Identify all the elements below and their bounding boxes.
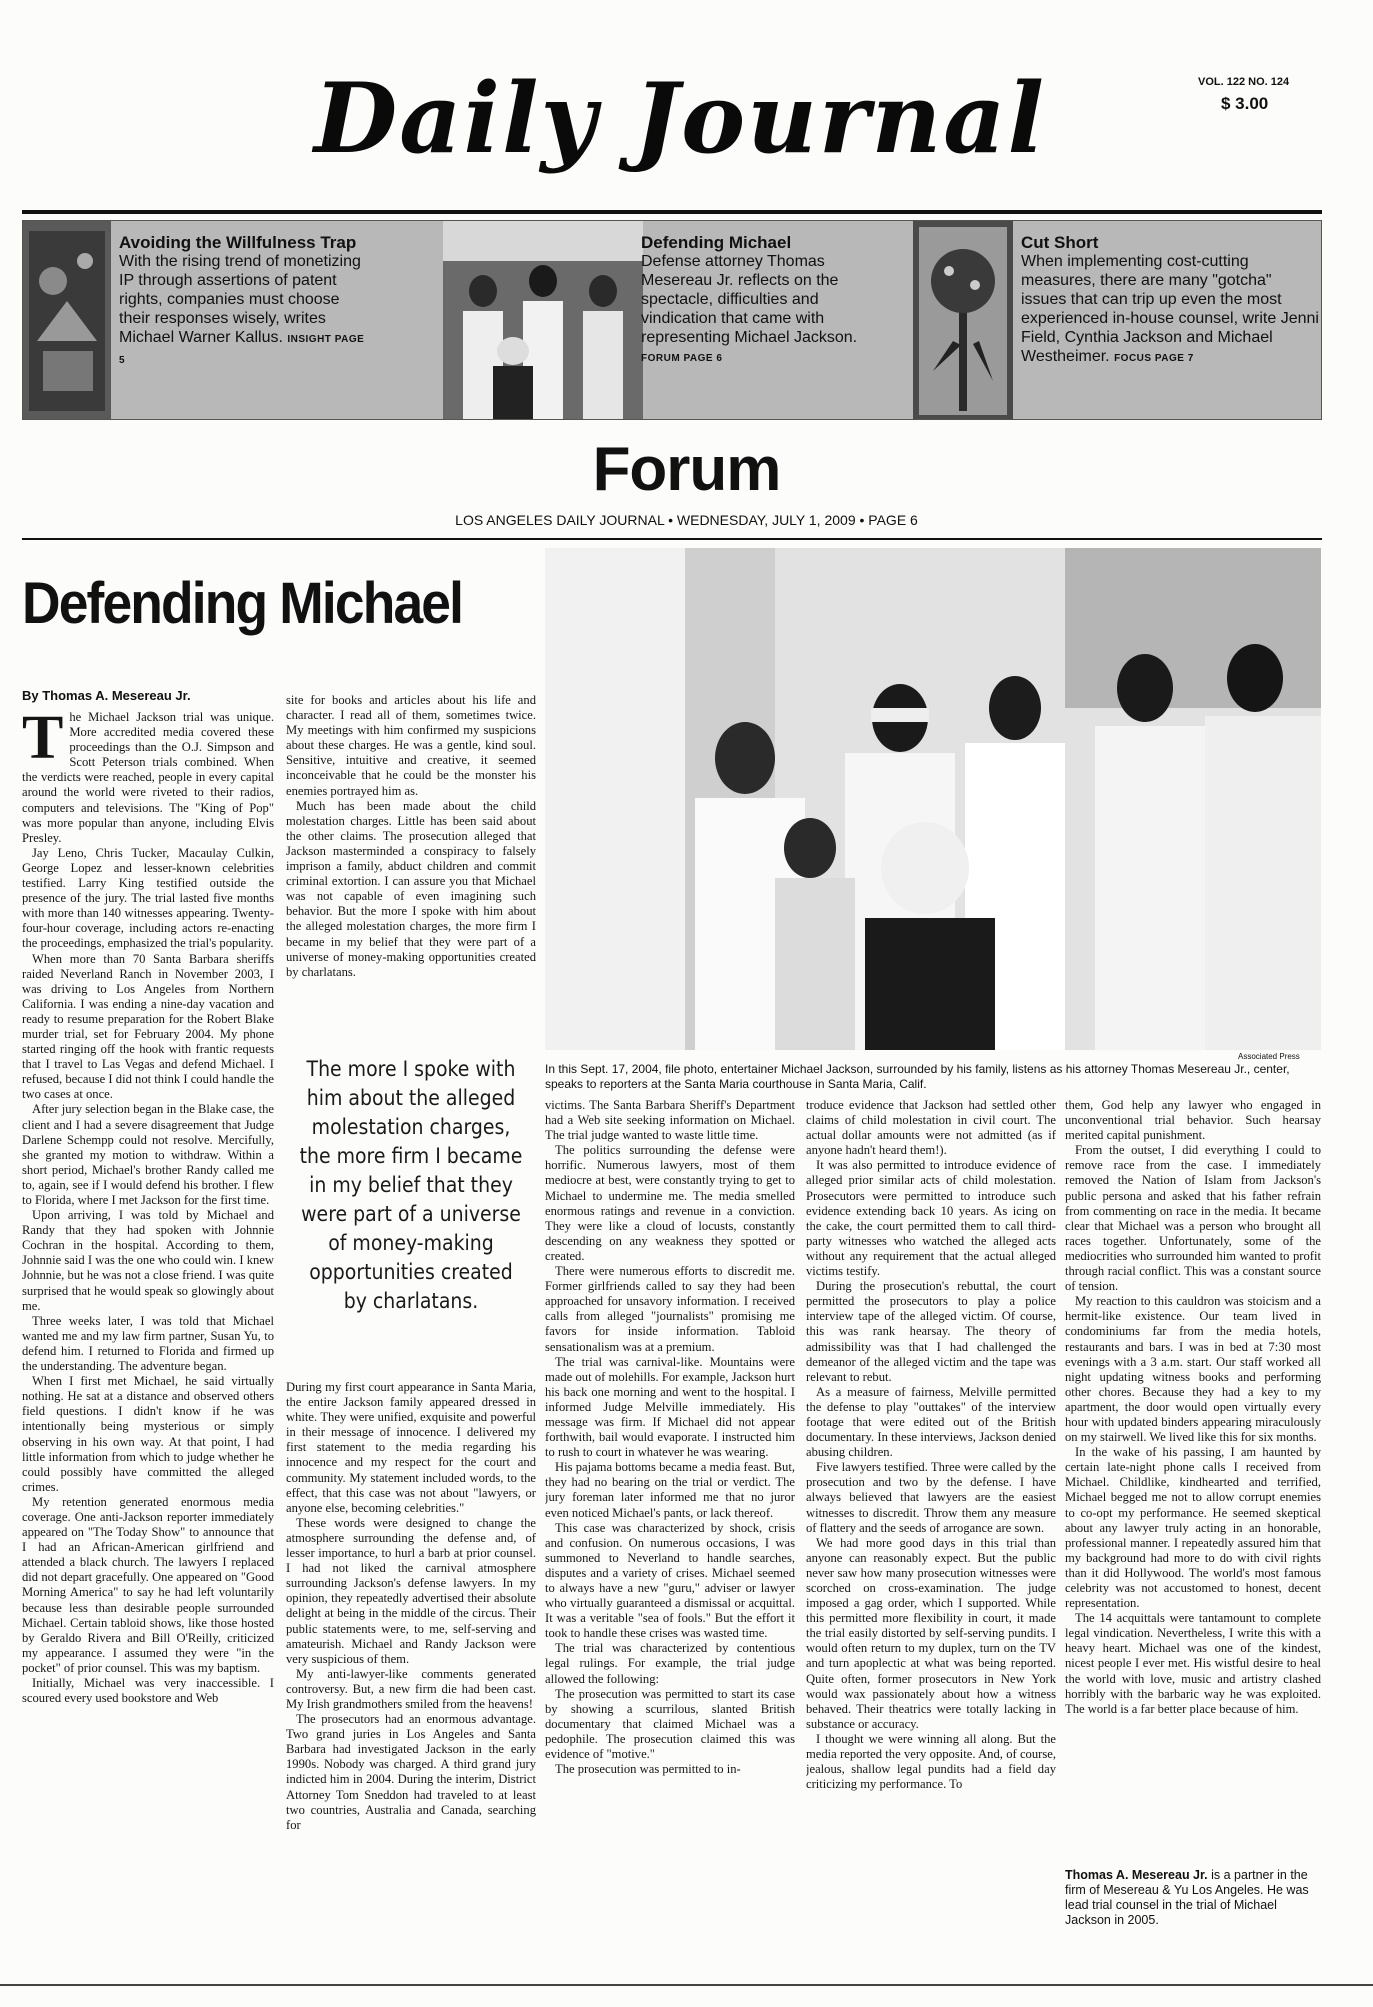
paragraph: After jury selection began in the Blake case, the client and I had a severe disagreement that Judge Darlene Schempp could not resolve. Mercifully, she granted my motion to withdraw. Within a short period, Michael's brother Randy called me to, again, see if I would defend his brother. I flew to Florida, where I met Jackson for the first time.: [22, 1102, 274, 1207]
paragraph: Initially, Michael was very inaccessible. I scoured every used bookstore and Web: [22, 1676, 274, 1706]
paragraph: The trial was characterized by contentious legal rulings. For example, the trial judge allowed the following:: [545, 1641, 795, 1686]
paragraph: My reaction to this cauldron was stoicism and a hermit-like existence. Our team lived in condominiums far from the media hotels, restaurants and bars. I was in bed at 7:30 most evenings with a 3 a.m. start. Our staff worked all night updating witness books and performing other chores. Because they had a key to my apartment, the door would open virtually every hour with updated binders appearing miraculously on my stairwell. We lived like this for six months.: [1065, 1294, 1321, 1445]
pull-quote: The more I spoke with him about the alleged molestation charges, the more firm I became in my belief that they were part of a universe of money-making opportunities created by charlatans.: [299, 1057, 523, 1313]
paragraph: The prosecution was permitted to in-: [555, 1762, 741, 1777]
article-column-5: [1065, 1098, 1321, 1860]
teaser-3[interactable]: [1021, 233, 1321, 368]
paragraph: This case was characterized by shock, crisis and confusion. On numerous occasions, I was summoned to Neverland to handle searches, disputes and a variety of crises. Michael seemed to always have a new "guru," adviser or lawyer who virtually guaranteed a dismissal or acquittal. It was a veritable "sea of fools." But the effort it took to handle these crises was wasted time.: [545, 1520, 795, 1641]
paragraph: Jay Leno, Chris Tucker, Macaulay Culkin, George Lopez and lesser-known celebrities testified. Larry King testified outside the presence of the jury. The trial lasted five months with more than 140 witnesses appearing. Twenty-four-hour coverage, including actors re-enacting the proceedings, emphasized the trial's popularity.: [22, 845, 274, 951]
article-headline: Defending Michael: [22, 571, 463, 636]
paragraph: Three weeks later, I was told that Michael wanted me and my law firm partner, Susan Yu, to defend him. I returned to Florida and firmed up the understanding. The adventure began.: [22, 1313, 274, 1374]
price: $ 3.00: [1221, 94, 1269, 113]
paragraph: During the prosecution's rebuttal, the court permitted the prosecutors to play a police interview tape of the alleged victim. Of course, this was rank hearsay. The theory of admissibility was that I had challenged the demeanor of the alleged victim and the tape was relevant to rebut.: [806, 1279, 1056, 1384]
paragraph: The prosecutors had an enormous advantage. Two grand juries in Los Angeles and Santa Barbara had investigated Jackson in the early 1990s. Nobody was charged. A third grand jury indicted him in 2004. During the interim, District Attorney Tom Sneddon had traveled to at least two countries, Australia and Canada, searching for: [286, 1712, 536, 1832]
teaser-heading: Avoiding the Willfulness Trap: [119, 233, 357, 252]
author-bio: [1065, 1868, 1321, 1928]
paragraph: My anti-lawyer-like comments generated controversy. But, a new firm die had been cast. My Irish grandmothers smiled from the heavens!: [286, 1666, 536, 1711]
drop-cap: T: [22, 710, 64, 772]
paragraph: The prosecution was permitted to start its case by showing a scurrilous, slanted British documentary that claimed Michael was a pedophile. The prosecution claimed this was evidence of "motive.": [545, 1686, 795, 1762]
section-rule: [22, 538, 1322, 540]
paragraph: From the outset, I did everything I could to remove race from the case. I immediately removed the Nation of Islam from Jackson's public persona and asked that his father refrain from commenting on race in the media. It became clear that Michael was a person who brought all races together. Unfortunately, some of the mediocrities who surrounded him wanted to profit through racial conflict. This was a constant source of tension.: [1065, 1143, 1321, 1294]
teaser-page-ref: FORUM PAGE 6: [641, 353, 723, 364]
paragraph: During my first court appearance in Santa Maria, the entire Jackson family appeared dressed in white. They were unified, exquisite and powerful in their message of innocence. I delivered my first statement to the media regarding his innocence and my respect for the court and community. My statement included words, to the effect, that this case was not about "lawyers, or anyone else, becoming celebrities.": [286, 1380, 536, 1515]
paragraph: Five lawyers testified. Three were called by the prosecution and two by the defense. I have always believed that lawyers are the easiest witnesses to discredit. Throw them any measure of flattery and the seeds of arrogance are sown.: [806, 1460, 1056, 1535]
section-title: Forum: [592, 435, 781, 504]
paragraph: site for books and articles about his life and character. I read all of them, sometimes twice. My meetings with him confirmed my suspicions about these charges. He was a gentle, kind soul. Sensitive, intuitive and creative, it seemed inconceivable that he could be the monster his enemies portrayed him as.: [286, 693, 536, 798]
teaser-page-ref: FOCUS PAGE 7: [1114, 353, 1194, 364]
paragraph: he Michael Jackson trial was unique. More accredited media covered these proceedings than the O.J. Simpson and Scott Peterson trials combined. When the verdicts were reached, people in every capital around the world were riveted to their radios, computers and televisions. The "King of Pop" was more popular than anyone, including Elvis Presley.: [22, 710, 274, 845]
teaser-photo-2: [443, 221, 643, 420]
paragraph: The trial was carnival-like. Mountains were made out of molehills. For example, Jackson hurt his back one morning and went to the hospital. I informed Judge Melville immediately. His message was firm. If Michael did not appear forthwith, bail would evaporate. I instructed him to rush to court in whatever he was wearing.: [545, 1354, 795, 1460]
paragraph: The politics surrounding the defense were horrific. Numerous lawyers, most of them mediocre at best, were constantly trying to get to Michael to undermine me. The media smelled enormous ratings and revenue in a conviction. They were like a cloud of locusts, constantly descending on any weakness they spotted or created.: [545, 1143, 795, 1263]
paragraph: them, God help any lawyer who engaged in unconventional trial behavior. Such hearsay merited capital punishment.: [1065, 1098, 1321, 1143]
photo-caption: In this Sept. 17, 2004, file photo, entertainer Michael Jackson, surrounded by his family, listens as his attorney Thomas Mesereau Jr., center, speaks to reporters at the Santa Maria courthouse in Santa Maria, Calif.: [545, 1062, 1290, 1091]
section-dateline: LOS ANGELES DAILY JOURNAL • WEDNESDAY, JULY 1, 2009 • PAGE 6: [455, 512, 918, 528]
paragraph: My retention generated enormous media coverage. One anti-Jackson reporter immediately appeared on "The Today Show" to announce that I had an African-American girlfriend and attended a black church. The lawyers I replaced did not depart gracefully. One appeared on "Good Morning America" to say he had left voluntarily because less than desirable people surrounded Michael. Certain tabloid shows, like those hosted by Geraldo Rivera and Bill O'Reilly, criticized my appearance. I assumed they were "in the pocket" of prior counsel. This was my baptism.: [22, 1494, 274, 1675]
paragraph: When more than 70 Santa Barbara sheriffs raided Neverland Ranch in November 2003, I was driving to Los Angeles from Northern California. I was ending a nine-day vacation and ready to resume preparation for the Robert Blake murder trial, set for February 2004. My phone started ringing off the hook with frantic requests that I travel to Las Vegas and defend Michael. I refused, because I did not think I could handle the two cases at once.: [22, 951, 274, 1102]
paragraph: His pajama bottoms became a media feast. But, they had no bearing on the trial or verdict. The jury foreman later informed me that no juror even noticed Michael's pants, or lack thereof.: [545, 1460, 795, 1520]
paragraph: troduce evidence that Jackson had settled other claims of child molestation in civil court. The actual dollar amounts were not admitted (as if anyone hadn't heard them!).: [806, 1098, 1056, 1158]
article-column-4: [806, 1098, 1056, 1972]
article-column-3: [545, 1098, 795, 1972]
teaser-illustration-1: [23, 221, 111, 420]
article-photo: [545, 548, 1321, 1050]
paragraph: We had more good days in this trial than anyone can reasonably expect. But the public never saw how many prosecution witnesses were scorched on cross-examination. The judge imposed a gag order, which I supported. While this permitted more flexibility in court, it made the trial easily distorted by self-serving pundits. I would often return to my duplex, turn on the TV and turn apoplectic at what was being reported. Quite often, former prosecutors in New York would wax passionately about how a witness behaved. Their theatrics were totally lacking in substance or accuracy.: [806, 1535, 1056, 1731]
paragraph: I thought we were winning all along. But the media reported the very opposite. And, of course, jealous, shallow legal pundits had a field day criticizing my performance. To: [806, 1731, 1056, 1792]
bottom-rule: [0, 1984, 1373, 1986]
paragraph: These words were designed to change the atmosphere surrounding the defense and, of lesser importance, to hurl a barb at prior counsel. I had not liked the carnival atmosphere surrounding Jackson's defense lawyers. In my opinion, they repeatedly advertised their absolute delight at being in the middle of the circus. Their public statements were, to me, self-serving and amateurish. Michael and Randy Jackson were very suspicious of them.: [286, 1515, 536, 1666]
newspaper-title: Daily Journal: [314, 62, 1046, 175]
teaser-illustration-3: [913, 221, 1013, 420]
teaser-body: When implementing cost-cutting measures, there are many "gotcha" issues that can trip up even the most experienced in-house counsel, write Jenni Field, Cynthia Jackson and Michael Westheimer.: [1021, 253, 1319, 365]
teaser-heading: Cut Short: [1021, 233, 1099, 252]
teaser-heading: Defending Michael: [641, 233, 792, 252]
paragraph: Upon arriving, I was told by Michael and Randy that they had spoken with Johnnie Cochran in the hospital. According to them, Johnnie said I was the one who could win. I knew Johnnie, but he was not a close friend. I was quite surprised that he would speak so glowingly about me.: [22, 1208, 274, 1313]
article-column-2-top: [286, 693, 536, 1055]
paragraph: The 14 acquittals were tantamount to complete legal vindication. Nevertheless, I write this with a heavy heart. Michael was one of the kindest, nicest people I ever met. His wistful desire to heal the world with love, music and artistry clashed horribly with the barbaric way he was exploited. The world is a far better place because of him.: [1065, 1611, 1321, 1716]
paragraph: When I first met Michael, he said virtually nothing. He sat at a distance and observed others field questions. I didn't know if he was intentionally being mysterious or simply observing in his own way. At that point, I had little information from which to judge whether he could possibly have committed the alleged crimes.: [22, 1374, 274, 1494]
author-bio-text: is a partner in the firm of Mesereau & Yu Los Angeles. He was lead trial counsel in the trial of Michael Jackson in 2005.: [1065, 1868, 1309, 1927]
teaser-2[interactable]: [641, 233, 881, 368]
masthead: [0, 0, 1373, 210]
teaser-body: Defense attorney Thomas Mesereau Jr. reflects on the spectacle, difficulties and vindication that came with representing Michael Jackson.: [641, 253, 858, 346]
article-byline: By Thomas A. Mesereau Jr.: [22, 688, 191, 703]
teaser-1[interactable]: [119, 233, 369, 370]
article-column-2-bottom: [286, 1380, 536, 1972]
author-bio-name: Thomas A. Mesereau Jr.: [1065, 1868, 1208, 1882]
paragraph: victims. The Santa Barbara Sheriff's Department had a Web site seeking information on Michael. The trial judge wanted to waste little time.: [545, 1098, 795, 1143]
teaser-body: With the rising trend of monetizing IP through assertions of patent rights, companies must choose their responses wisely, writes Michael Warner Kallus.: [119, 253, 361, 346]
teaser-page-ref: INSIGHT PAGE 5: [119, 334, 365, 366]
photo-credit: Associated Press: [1238, 1052, 1300, 1061]
article-column-1: [22, 710, 274, 1972]
teaser-strip: [22, 220, 1322, 420]
volume-number: VOL. 122 NO. 124: [1198, 76, 1290, 88]
paragraph: Much has been made about the child molestation charges. Little has been said about the other claims. The prosecution alleged that Jackson masterminded a conspiracy to falsely imprison a family, abduct children and commit criminal extortion. I can assure you that Michael was not capable of even imagining such behavior. But the more I spoke with him about the alleged molestation charges, the more firm I became in my belief that they were part of a universe of money-making opportunities created by charlatans.: [286, 798, 536, 979]
paragraph: It was also permitted to introduce evidence of alleged prior similar acts of child molestation. Prosecutors were permitted to introduce such evidence extending back 10 years. As icing on the cake, the court permitted them to call third-party witnesses who watched the alleged acts without any requirement that the actual alleged victims testify.: [806, 1158, 1056, 1279]
paragraph: In the wake of his passing, I am haunted by certain late-night phone calls I received from Michael. Childlike, kindhearted and terrified, Michael begged me not to allow corrupt enemies to co-opt my performance. He seemed skeptical about any lawyer truly acting in an honorable, professional manner. I repeatedly assured him that my background had more to do with civil rights than it did Hollywood. The world's most famous celebrity was not accustomed to honest, decent representation.: [1065, 1445, 1321, 1611]
paragraph: As a measure of fairness, Melville permitted the defense to play "outtakes" of the interview footage that were edited out of the British documentary. In these interviews, Jackson denied abusing children.: [806, 1384, 1056, 1460]
paragraph: There were numerous efforts to discredit me. Former girlfriends called to say they had been approached for unsavory information. I received calls from alleged "journalists" promising me favors for inside information. Tabloid sensationalism was at a premium.: [545, 1264, 795, 1354]
masthead-rule: [22, 210, 1322, 214]
